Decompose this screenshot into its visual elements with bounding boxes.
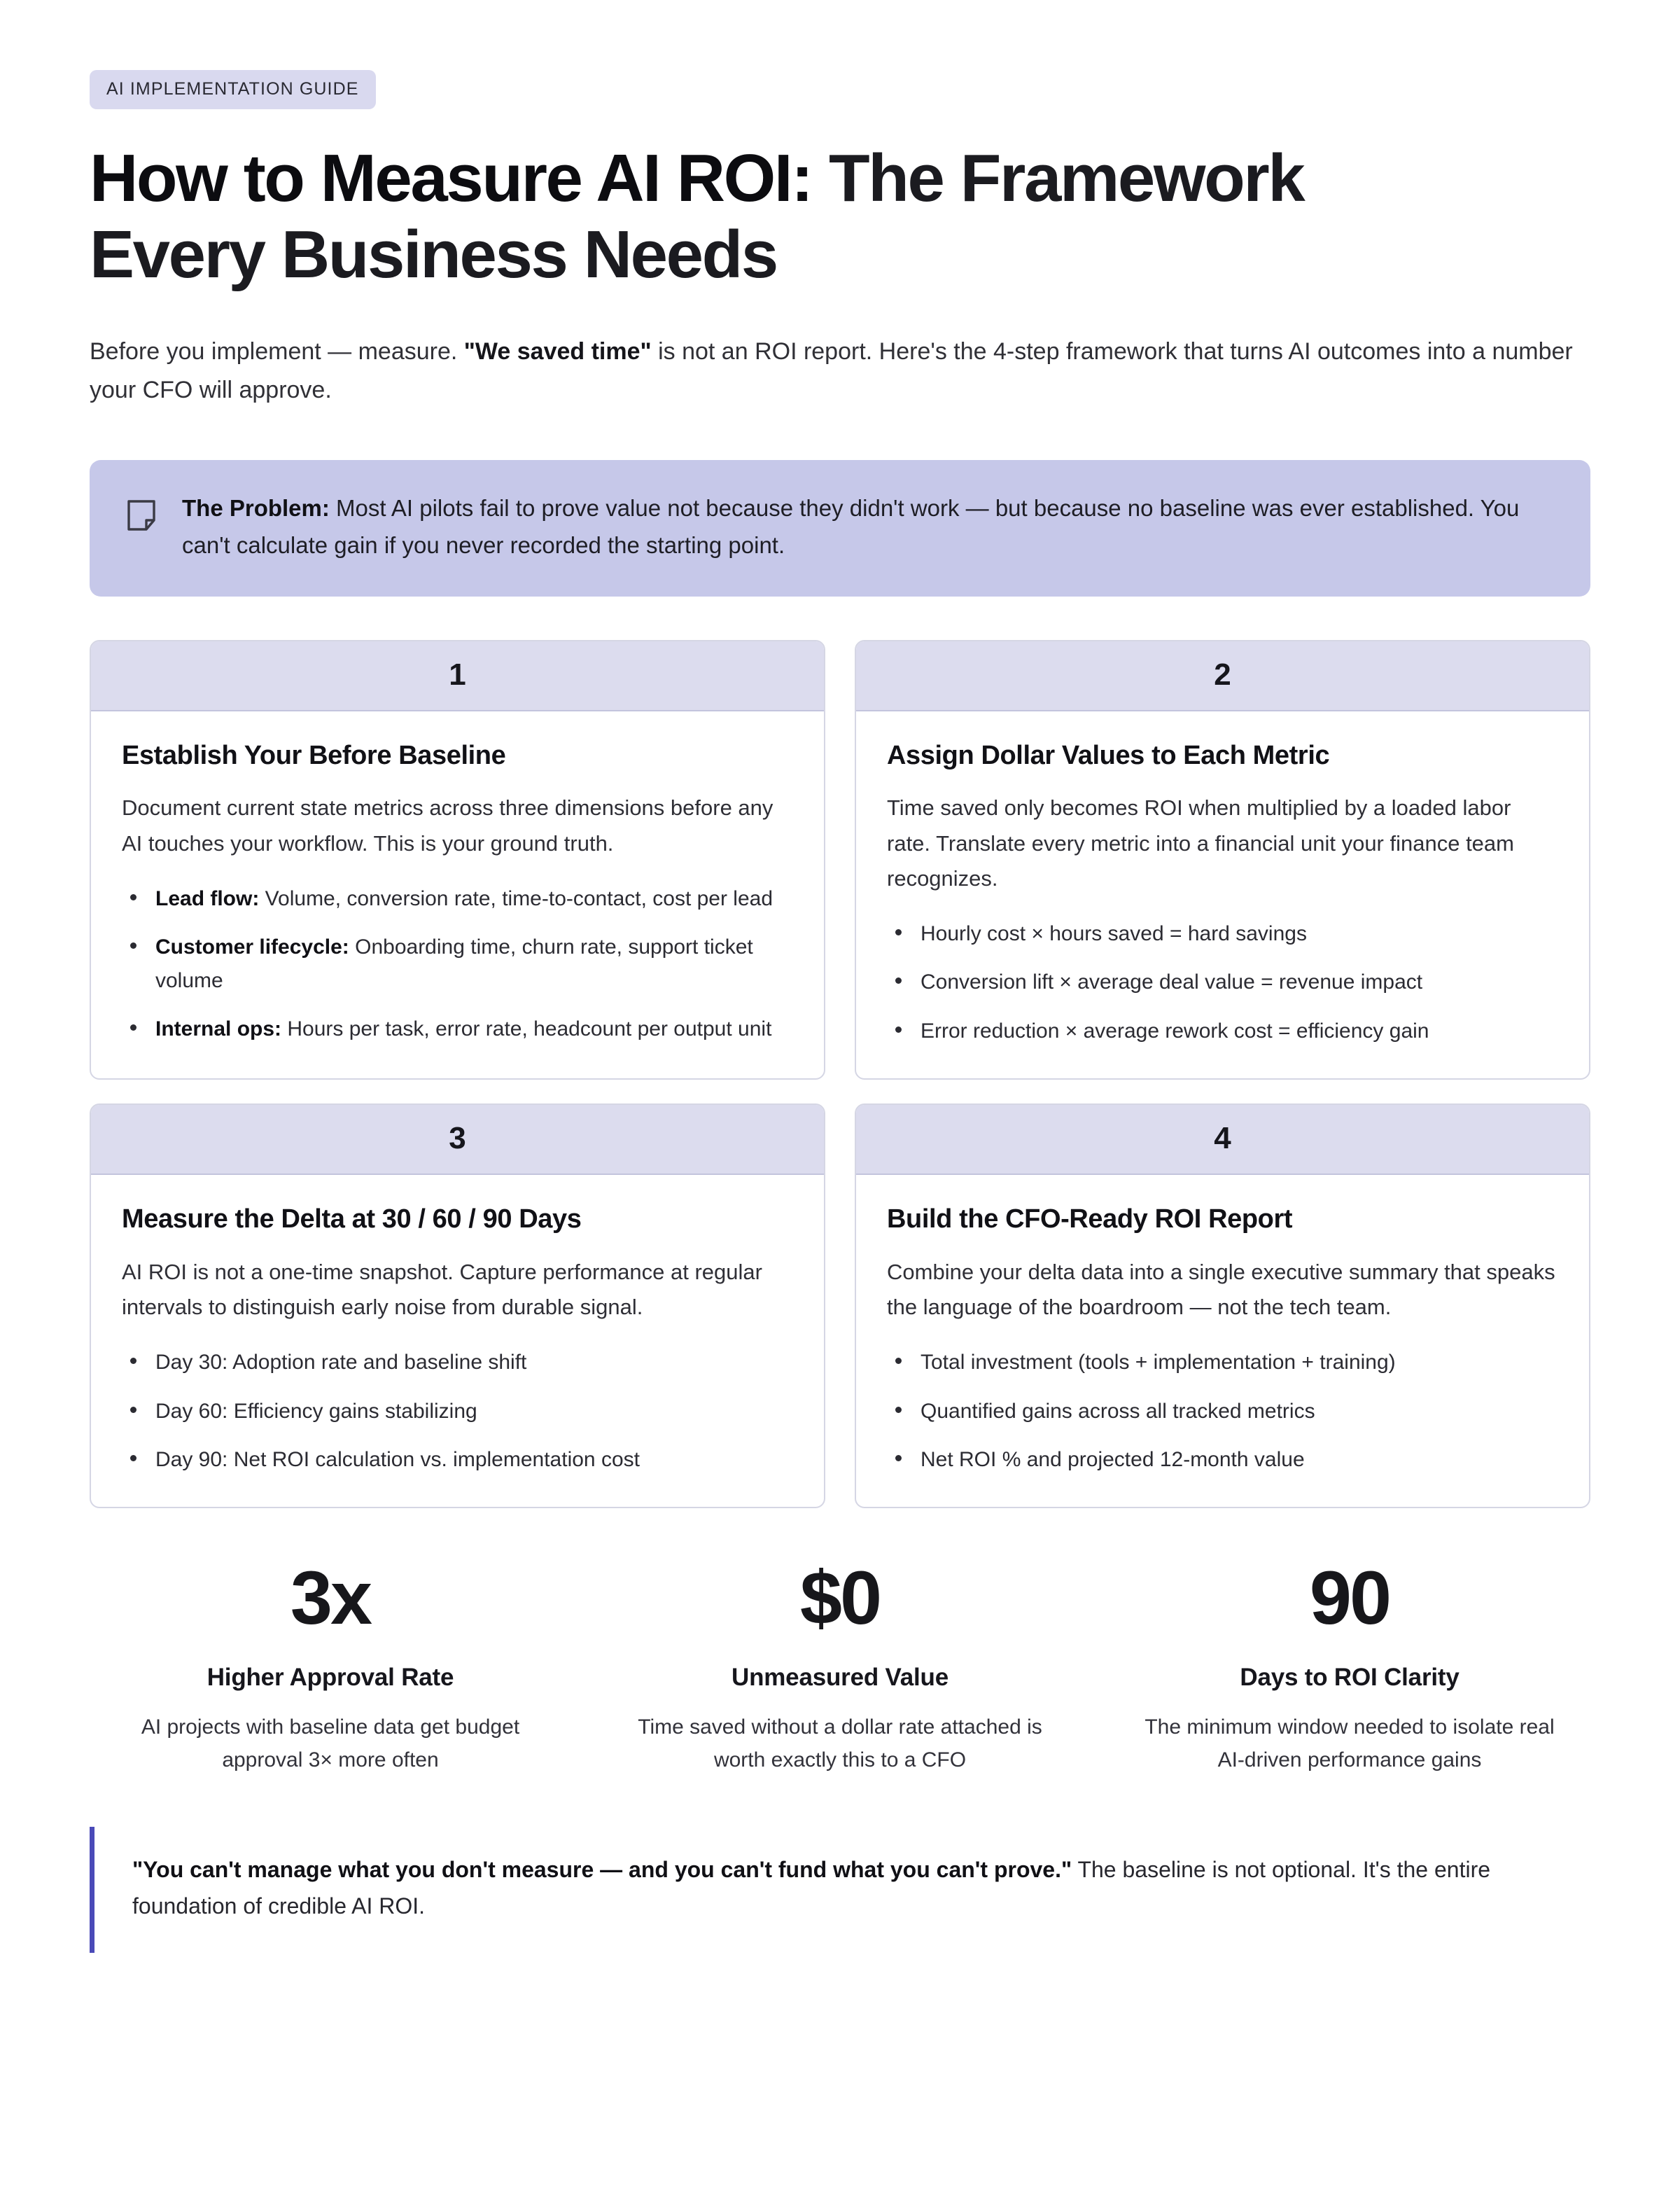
closing-quote-block xyxy=(90,1827,1590,1953)
bullet-dot-icon xyxy=(130,1358,136,1364)
step-card-1 xyxy=(90,640,825,1080)
bullet-dot-icon xyxy=(895,977,902,984)
list-item xyxy=(122,931,793,997)
bullet-text: Day 90: Net ROI calculation vs. implementation cost xyxy=(155,1447,640,1471)
page-header xyxy=(90,70,1590,410)
bullet-text: Conversion lift × average deal value = revenue impact xyxy=(920,970,1423,994)
step-bullet-list xyxy=(122,882,793,1046)
step-card-3 xyxy=(90,1104,825,1508)
step-card-body xyxy=(856,711,1589,1078)
list-item xyxy=(122,1012,793,1045)
step-card-body xyxy=(856,1175,1589,1507)
stat-value: 3x xyxy=(290,1555,371,1641)
page-title-primary: How to Measure AI ROI: xyxy=(90,141,812,216)
list-item xyxy=(887,1015,1558,1047)
stat-label: Days to ROI Clarity xyxy=(1240,1664,1460,1692)
stat-block-unmeasured-value xyxy=(599,1555,1081,1776)
bullet-text: Day 30: Adoption rate and baseline shift xyxy=(155,1351,527,1374)
step-title: Assign Dollar Values to Each Metric xyxy=(887,740,1330,770)
page-title xyxy=(90,140,1462,293)
step-title: Measure the Delta at 30 / 60 / 90 Days xyxy=(122,1204,582,1234)
closing-quote-body: The baseline is not optional. It's the entire foundation of credible AI ROI. xyxy=(132,1857,1491,1919)
stat-description: AI projects with baseline data get budget approval 3× more often xyxy=(141,1715,520,1771)
step-bullet-list xyxy=(122,1346,793,1476)
problem-callout-text xyxy=(182,489,1554,564)
step-card-2 xyxy=(855,640,1590,1080)
list-item xyxy=(122,1346,793,1379)
stat-label: Unmeasured Value xyxy=(732,1664,948,1692)
step-description: Combine your delta data into a single executive summary that speaks the language of the boardroom — not the tech team. xyxy=(887,1259,1555,1319)
bullet-text: Error reduction × average rework cost = efficiency gain xyxy=(920,1019,1429,1043)
step-number-badge: 4 xyxy=(856,1105,1589,1175)
bullet-dot-icon xyxy=(895,1455,902,1461)
bullet-text: Hours per task, error rate, headcount per output unit xyxy=(281,1017,772,1041)
bullet-text: Total investment (tools + implementation + training) xyxy=(920,1351,1396,1374)
step-bullet-list xyxy=(887,1346,1558,1476)
list-item xyxy=(122,1443,793,1476)
list-item xyxy=(887,1443,1558,1476)
list-item xyxy=(887,966,1558,998)
step-bullet-list xyxy=(887,917,1558,1047)
step-number-badge: 1 xyxy=(91,641,824,711)
bullet-dot-icon xyxy=(130,1407,136,1413)
problem-callout-label: The Problem: xyxy=(182,495,330,522)
bullet-dot-icon xyxy=(130,1024,136,1031)
step-number-badge: 3 xyxy=(91,1105,824,1175)
bullet-text: Quantified gains across all tracked metrics xyxy=(920,1399,1315,1423)
bullet-label: Lead flow: xyxy=(155,886,260,910)
list-item xyxy=(122,1395,793,1428)
list-item xyxy=(887,1346,1558,1379)
stat-block-days-to-clarity xyxy=(1109,1555,1590,1776)
step-number-badge: 2 xyxy=(856,641,1589,711)
intro-text-emphasis: "We saved time" xyxy=(463,337,652,365)
bullet-dot-icon xyxy=(895,1358,902,1364)
category-badge: AI IMPLEMENTATION GUIDE xyxy=(90,70,376,109)
stat-description: Time saved without a dollar rate attached is worth exactly this to a CFO xyxy=(638,1715,1042,1771)
problem-callout xyxy=(90,460,1590,597)
step-title: Build the CFO-Ready ROI Report xyxy=(887,1204,1293,1234)
bullet-text: Hourly cost × hours saved = hard savings xyxy=(920,922,1307,946)
bullet-text: Net ROI % and projected 12-month value xyxy=(920,1447,1305,1471)
intro-paragraph xyxy=(90,333,1588,410)
problem-callout-body: Most AI pilots fail to prove value not because they didn't work — but because no baseline was ever established. You can't calculate gain if you never recorded the starting point. xyxy=(182,495,1520,559)
step-title: Establish Your Before Baseline xyxy=(122,740,506,770)
stat-value: $0 xyxy=(799,1555,881,1641)
closing-quote-text xyxy=(132,1852,1590,1925)
bullet-text: Volume, conversion rate, time-to-contact, cost per lead xyxy=(259,886,774,910)
stat-block-approval-rate xyxy=(90,1555,571,1776)
bullet-dot-icon xyxy=(130,1455,136,1461)
list-item xyxy=(887,1395,1558,1428)
page-title-secondary: The Framework Every Business Needs xyxy=(90,141,1304,293)
statistics-row xyxy=(90,1555,1590,1776)
bullet-label: Customer lifecycle: xyxy=(155,935,349,959)
bullet-dot-icon xyxy=(130,894,136,900)
framework-step-grid xyxy=(90,640,1590,1508)
step-card-body xyxy=(91,1175,824,1507)
step-description: Time saved only becomes ROI when multiplied by a loaded labor rate. Translate every metric into a financial unit your finance team recognizes. xyxy=(887,795,1514,891)
step-description: Document current state metrics across three dimensions before any AI touches your workflow. This is your ground truth. xyxy=(122,795,774,856)
stat-label: Higher Approval Rate xyxy=(206,1664,454,1692)
intro-text-tail: is not an ROI report. Here's the 4-step framework that turns AI outcomes into a number your CFO will approve. xyxy=(90,337,1573,403)
bullet-dot-icon xyxy=(895,929,902,935)
bullet-dot-icon xyxy=(895,1026,902,1033)
bullet-text: Day 60: Efficiency gains stabilizing xyxy=(155,1399,477,1423)
bullet-dot-icon xyxy=(895,1407,902,1413)
bullet-text: Onboarding time, churn rate, support ticket volume xyxy=(155,935,753,992)
stat-value: 90 xyxy=(1309,1555,1390,1641)
note-document-icon xyxy=(126,499,157,531)
closing-quote-emphasis: "You can't manage what you don't measure — and you can't fund what you can't prove." xyxy=(132,1857,1072,1883)
bullet-label: Internal ops: xyxy=(155,1017,282,1041)
step-card-body xyxy=(91,711,824,1077)
bullet-dot-icon xyxy=(130,942,136,949)
step-description: AI ROI is not a one-time snapshot. Capture performance at regular intervals to distinguish early noise from durable signal. xyxy=(122,1259,762,1319)
intro-text-lead: Before you implement — measure. xyxy=(90,337,464,365)
step-card-4 xyxy=(855,1104,1590,1508)
stat-description: The minimum window needed to isolate real AI-driven performance gains xyxy=(1144,1715,1555,1771)
list-item xyxy=(887,917,1558,950)
list-item xyxy=(122,882,793,915)
